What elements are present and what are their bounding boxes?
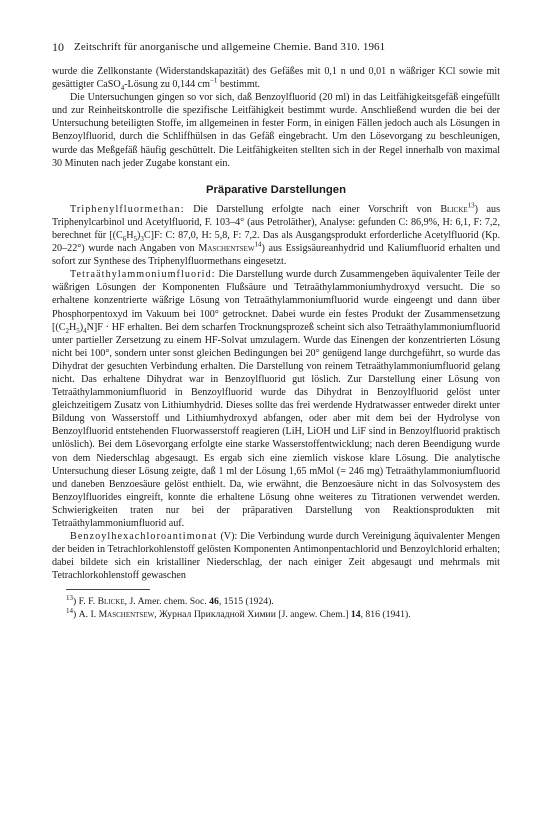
footnote-ref: 13 bbox=[467, 201, 475, 210]
compound-name: Benzoylhexachloroantimonat bbox=[70, 531, 218, 543]
author-name: Maschentsew bbox=[198, 243, 255, 255]
section-heading: Präparative Darstellungen bbox=[205, 183, 346, 196]
compound-name: Triphenylfluormethan: bbox=[70, 203, 185, 215]
journal-page bbox=[52, 40, 500, 621]
running-header bbox=[52, 40, 500, 54]
footnote-divider bbox=[66, 589, 150, 590]
compound-name: Tetraäthylammoniumfluorid: bbox=[70, 269, 216, 281]
footnote-13: $^{13}$) F. F. Blicke, J. Amer. chem. Soc. 46, 1515 (1924). bbox=[66, 594, 274, 608]
intro-paragraph-1: wurde die Zellkonstante (Widerstandskapazität) des Gefäßes mit 0,1 n und 0,01 n wäßriger KCl sowie mit gesättigter CaSO$_4$-Lösung zu 0,144 $cm^{-1}$ bestimmt. bbox=[52, 66, 500, 93]
journal-title: Zeitschrift für anorganische und allgemeine Chemie. Band 310. 1961 bbox=[74, 41, 386, 53]
footnote-ref: 14 bbox=[254, 240, 262, 249]
page-number: 10 bbox=[52, 40, 64, 54]
footnote-14: $^{14}$) A. I. Maschentsew, Журнал Прикладной Химии [J. angew. Chem.] 14, 816 (1941). bbox=[66, 606, 411, 620]
triphenylfluormethan-paragraph: Triphenylfluormethan: Die Darstellung erfolgte nach einer Vorschrift von Blicke$^{13}$) aus Triphenylcarbinol und Acetylfluorid, F. 103–4° (aus Petroläther), Analyse: gefunden C: 86,9%, H: 6,1, F: 7,2, berechnet für $[(C_6H_5)_3C]F$: C: 87,0, H: 5,8, F: 7,2. Das als Ausgangsprodukt erforderliche Acetylfluorid (Kp. 20–22°) wurde nach Angaben von Maschentsew$^{14}$) aus Essigsäureanhydrid und Kaliumfluorid erhalten und sofort zur Synthese des Triphenylfluormethans eingesetzt. bbox=[52, 201, 500, 268]
author-name: Blicke bbox=[440, 203, 468, 215]
tetraethylammonium-paragraph: Tetraäthylammoniumfluorid: Die Darstellung wurde durch Zusammengeben äquivalenter Teile der wäßrigen Lösungen der Komponenten Flußsäure und Tetraäthylammoniumhydroxyd versucht. Die so erhaltene konzentrierte wäßrige Lösung von Tetraäthylammoniumfluorid wurde eingeengt und dann über Phosphorpentoxyd im Vakuum bei 100° getrocknet. Dabei wurde ein festes Produkt der Zusammensetzung $[(C_2H_5)_4N]F$ · HF erhalten. Bei dem scharfen Trocknungsprozeß scheint sich also Tetraäthylammoniumfluorid unter partieller Zersetzung zu einem HF-Solvat umzulagern. Wurde das Einengen der konzentrierten Lösung nicht bei 100°, sondern unter sonst gleichen Bedingungen bei 20° genügend lange durchgeführt, so wurde das Dihydrat der gesuchten Verbindung erhalten. Die Darstellung von reinem Tetraäthylammoniumfluorid gelang nicht. Das erhaltene Dihydrat war in Benzoylfluorid gut löslich. Zur Darstellung einer Lösung von Tetraäthylammoniumfluorid in Benzoylfluorid wurde das Dihydrat in Benzoylfluorid gelöst unter gleichzeitigem Zusatz von Lithiumhydrid. Dieses sollte das frei werdende Hydratwasser entweder direkt unter Bildung von Wasserstoff und Lithiumhydroxyd abfangen, oder aber mit dem bei der Hydrolyse von Benzoylfluorid entstehenden Fluorwasserstoff reagieren (LiH, LiOH und LiF sind in Benzoylfluorid praktisch unlöslich). Bei dem Lösevorgang erfolgte eine starke Wasserstoffentwicklung; nach deren Beendigung wurde von dem Niederschlag abgesaugt. Es ergab sich eine ziemlich viskose klare Lösung. Die analytische Untersuchung dieser Lösung zeigte, daß 1 ml der Lösung 1,65 mMol (= 246 mg) Tetraäthylammoniumfluorid und daneben Benzoesäure gelöst enthielt. Da, wie erwähnt, die Benzoesäure nicht in das Solvosystem des Benzoylfluorides eingreift, konnte die erhaltene Lösung ohne weiteres zu Titrationen verwendet werden. Schwierigkeiten traten nur bei der präparativen Darstellung von Reaktionsprodukten mit Tetraäthylammoniumfluorid auf. bbox=[52, 269, 500, 529]
intro-paragraph-2: Die Untersuchungen gingen so vor sich, daß Benzoylfluorid (20 ml) in das Leitfähigkeitsgefäß eingefüllt und zur Reinheitskontrolle die spezifische Leitfähigkeit bestimmt wurde. Anschließend wurden die bei der Untersuchung beteiligten Stoffe, im allgemeinen in fester Form, in einigen Fällen jedoch auch als Lösungen in Benzoylfluorid, durch die Schliffhülsen in das Gefäß eingebracht. Um den Lösevorgang zu beschleunigen, wurde das Meßgefäß häufig geschüttelt. Die Leitfähigkeiten stellten sich in der Regel innerhalb von maximal 30 Minuten nach jeder Zugabe konstant ein. bbox=[52, 92, 500, 169]
benzoylhexachloroantimonate-paragraph: Benzoylhexachloroantimonat (V): Die Verbindung wurde durch Vereinigung äquivalenter Mengen der beiden in Tetrachlorkohlenstoff gelösten Komponenten Antimonpentachlorid und Benzoylchlorid erhalten; dabei bildete sich ein kristalliner Niederschlag, der nach einiger Zeit abgesaugt und mehrmals mit Tetrachlorkohlenstoff gewaschen bbox=[52, 531, 500, 582]
